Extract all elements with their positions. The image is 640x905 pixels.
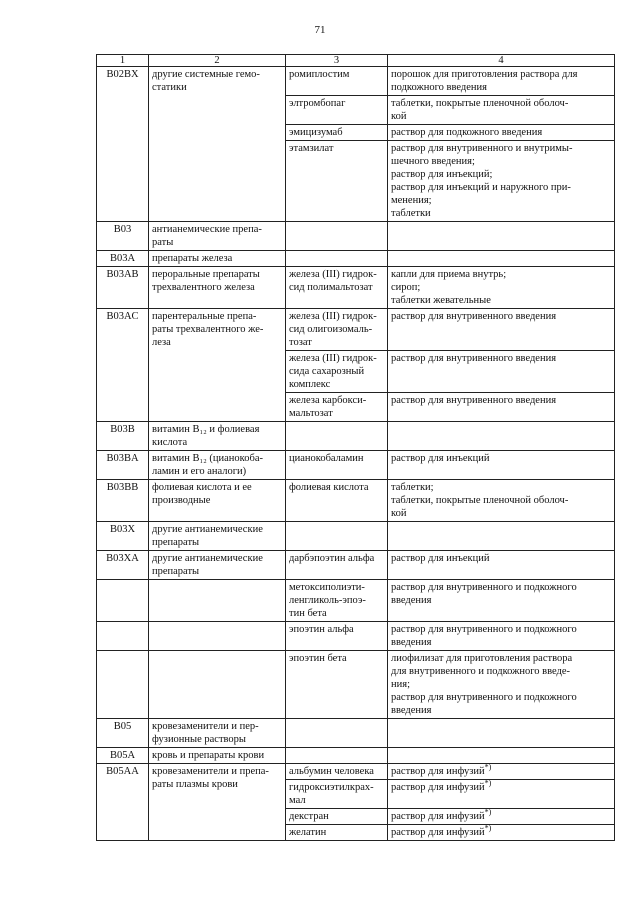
drug-name-cell-text: метоксиполиэти- ленгликоль-эпоэ- тин бета (289, 582, 366, 619)
dosage-form-cell-text: раствор для внутривенного введения (391, 311, 557, 322)
drug-classification-table (96, 54, 615, 841)
atc-group-cell (149, 480, 286, 522)
dosage-form-cell (388, 141, 615, 222)
dosage-form-cell-text: раствор для инфузий (391, 827, 485, 838)
drug-name-cell-text: фолиевая кислота (289, 482, 369, 493)
drug-name-cell (286, 96, 388, 125)
drug-name-cell (286, 393, 388, 422)
atc-group-cell-text: другие антианемические препараты (152, 524, 263, 548)
atc-code-cell-text: B03XA (106, 553, 139, 564)
drug-name-cell-text: гидроксиэтилкрах- мал (289, 782, 374, 806)
dosage-form-cell (388, 719, 615, 748)
dosage-form-cell-text: раствор для инъекций (391, 453, 490, 464)
dosage-form-cell (388, 393, 615, 422)
atc-group-cell (149, 719, 286, 748)
dosage-form-cell-text: раствор для внутривенного и подкожного введения (391, 624, 577, 648)
dosage-form-cell (388, 780, 615, 809)
dosage-form-cell (388, 522, 615, 551)
dosage-form-cell (388, 96, 615, 125)
atc-code-cell (97, 580, 149, 622)
drug-name-cell-text: железа (III) гидрок- сид полимальтозат (289, 269, 377, 293)
atc-code-cell (97, 309, 149, 422)
footnote-mark: *) (484, 807, 492, 817)
atc-group-cell-text: пероральные препараты трехвалентного железа (152, 269, 260, 293)
drug-name-cell-text: цианокобаламин (289, 453, 364, 464)
atc-group-cell-text: другие системные гемо- статики (152, 69, 260, 93)
column-header: 4 (388, 55, 615, 67)
atc-group-cell-text: парентеральные препа- раты трехвалентного же- леза (152, 311, 264, 348)
atc-code-cell-text: B03AB (106, 269, 139, 280)
column-header: 1 (97, 55, 149, 67)
dosage-form-cell-text: порошок для приготовления раствора для подкожного введения (391, 69, 578, 93)
atc-group-cell (149, 748, 286, 764)
atc-group-cell (149, 67, 286, 222)
atc-code-cell (97, 251, 149, 267)
atc-code-cell (97, 551, 149, 580)
atc-group-cell (149, 622, 286, 651)
table-row (97, 551, 615, 580)
table-row (97, 251, 615, 267)
table-row (97, 222, 615, 251)
drug-name-cell-text: эпоэтин альфа (289, 624, 354, 635)
drug-name-cell (286, 622, 388, 651)
atc-group-cell (149, 422, 286, 451)
atc-code-cell-text: B03BA (106, 453, 139, 464)
dosage-form-cell (388, 480, 615, 522)
table-row (97, 764, 615, 780)
atc-group-cell (149, 309, 286, 422)
atc-group-cell (149, 580, 286, 622)
table-row (97, 422, 615, 451)
dosage-form-cell-text: таблетки, покрытые пленочной оболоч- кой (391, 98, 569, 122)
drug-name-cell-text: ромиплостим (289, 69, 350, 80)
atc-code-cell (97, 651, 149, 719)
drug-name-cell (286, 764, 388, 780)
dosage-form-cell (388, 825, 615, 841)
drug-name-cell (286, 580, 388, 622)
drug-name-cell-text: железа карбокси- мальтозат (289, 395, 367, 419)
drug-name-cell (286, 309, 388, 351)
table-row (97, 480, 615, 522)
dosage-form-cell (388, 651, 615, 719)
dosage-form-cell-text: раствор для инфузий (391, 782, 485, 793)
drug-name-cell-text: этамзилат (289, 143, 334, 154)
drug-name-cell (286, 451, 388, 480)
dosage-form-cell (388, 125, 615, 141)
drug-name-cell (286, 422, 388, 451)
atc-code-cell (97, 719, 149, 748)
dosage-form-cell (388, 580, 615, 622)
atc-code-cell-text: B02BX (106, 69, 139, 80)
atc-group-cell (149, 251, 286, 267)
drug-name-cell-text: альбумин человека (289, 766, 374, 777)
atc-group-cell-text: антианемические препа- раты (152, 224, 262, 248)
atc-code-cell-text: B03BB (106, 482, 139, 493)
table-row (97, 522, 615, 551)
table-row (97, 451, 615, 480)
drug-name-cell-text: железа (III) гидрок- сида сахарозный комплекс (289, 353, 377, 390)
drug-name-cell (286, 141, 388, 222)
atc-group-cell (149, 551, 286, 580)
atc-code-cell (97, 267, 149, 309)
drug-name-cell (286, 267, 388, 309)
footnote-mark: *) (484, 762, 492, 772)
atc-code-cell-text: B05A (109, 750, 136, 761)
atc-code-cell (97, 764, 149, 841)
table-row (97, 622, 615, 651)
atc-group-cell-text: кровь и препараты крови (152, 750, 265, 761)
drug-name-cell (286, 125, 388, 141)
drug-name-cell (286, 522, 388, 551)
page-number: 71 (314, 24, 326, 36)
dosage-form-cell (388, 267, 615, 309)
table-row (97, 651, 615, 719)
atc-code-cell-text: B03X (109, 524, 136, 535)
drug-name-cell (286, 719, 388, 748)
drug-name-cell (286, 251, 388, 267)
atc-group-cell (149, 651, 286, 719)
dosage-form-cell-text: капли для приема внутрь; сироп; таблетки жевательные (391, 269, 507, 306)
dosage-form-cell-text: таблетки; таблетки, покрытые пленочной оболоч- кой (391, 482, 569, 519)
drug-name-cell-text: эмицизумаб (289, 127, 343, 138)
drug-name-cell-text: дарбэпоэтин альфа (289, 553, 375, 564)
dosage-form-cell (388, 622, 615, 651)
atc-code-cell-text: B05 (113, 721, 132, 732)
dosage-form-cell-text: раствор для внутривенного и подкожного введения (391, 582, 577, 606)
dosage-form-cell (388, 551, 615, 580)
table-row (97, 719, 615, 748)
atc-group-cell-text: препараты железа (152, 253, 233, 264)
dosage-form-cell (388, 764, 615, 780)
atc-group-cell-text: витамин B₁₂ и фолиевая кислота (152, 424, 260, 448)
dosage-form-cell (388, 67, 615, 96)
dosage-form-cell-text: лиофилизат для приготовления раствора для внутривенного и подкожного введе- ния; раствор для внутривенного и подкожного введения (391, 653, 577, 716)
atc-group-cell-text: кровезаменители и пер- фузионные растворы (152, 721, 259, 745)
table-row (97, 748, 615, 764)
drug-name-cell (286, 480, 388, 522)
atc-code-cell-text: B03A (109, 253, 136, 264)
dosage-form-cell (388, 251, 615, 267)
drug-name-cell (286, 351, 388, 393)
table-row (97, 309, 615, 351)
atc-code-cell-text: B05AA (106, 766, 139, 777)
dosage-form-cell (388, 809, 615, 825)
atc-code-cell-text: B03AC (106, 311, 139, 322)
atc-group-cell (149, 764, 286, 841)
atc-code-cell (97, 522, 149, 551)
table-header-row (97, 55, 615, 67)
dosage-form-cell (388, 422, 615, 451)
atc-group-cell (149, 522, 286, 551)
dosage-form-cell (388, 451, 615, 480)
atc-code-cell (97, 622, 149, 651)
atc-group-cell-text: витамин B₁₂ (цианокоба- ламин и его аналоги) (152, 453, 263, 477)
table-row (97, 267, 615, 309)
dosage-form-cell-text: раствор для внутривенного введения (391, 395, 557, 406)
dosage-form-cell-text: раствор для внутривенного введения (391, 353, 557, 364)
drug-name-cell (286, 551, 388, 580)
dosage-form-cell-text: раствор для внутривенного и внутримы- шечного введения; раствор для инъекций; раствор для инъекций и наружного при- менения; таблетки (391, 143, 573, 219)
atc-code-cell-text: B03B (110, 424, 135, 435)
drug-name-cell-text: элтромбопаг (289, 98, 346, 109)
atc-group-cell-text: другие антианемические препараты (152, 553, 263, 577)
dosage-form-cell-text: раствор для подкожного введения (391, 127, 543, 138)
dosage-form-cell (388, 309, 615, 351)
table-row (97, 580, 615, 622)
atc-code-cell (97, 67, 149, 222)
atc-code-cell (97, 222, 149, 251)
column-header: 3 (286, 55, 388, 67)
dosage-form-cell-text: раствор для инъекций (391, 553, 490, 564)
footnote-mark: *) (484, 778, 492, 788)
atc-code-cell (97, 451, 149, 480)
dosage-form-cell (388, 222, 615, 251)
dosage-form-cell (388, 351, 615, 393)
drug-name-cell-text: декстран (289, 811, 329, 822)
footnote-mark: *) (484, 823, 492, 833)
drug-name-cell (286, 748, 388, 764)
drug-name-cell (286, 651, 388, 719)
atc-group-cell-text: фолиевая кислота и ее производные (152, 482, 252, 506)
column-header: 2 (149, 55, 286, 67)
drug-name-cell-text: эпоэтин бета (289, 653, 347, 664)
drug-name-cell (286, 222, 388, 251)
table-row (97, 67, 615, 96)
atc-group-cell-text: кровезаменители и препа- раты плазмы крови (152, 766, 269, 790)
atc-code-cell (97, 480, 149, 522)
atc-group-cell (149, 267, 286, 309)
atc-code-cell (97, 422, 149, 451)
atc-code-cell (97, 748, 149, 764)
drug-name-cell-text: желатин (289, 827, 327, 838)
dosage-form-cell (388, 748, 615, 764)
atc-group-cell (149, 222, 286, 251)
atc-code-cell-text: B03 (113, 224, 132, 235)
drug-name-cell (286, 809, 388, 825)
drug-name-cell-text: железа (III) гидрок- сид олигоизомаль- тозат (289, 311, 377, 348)
drug-name-cell (286, 67, 388, 96)
drug-name-cell (286, 780, 388, 809)
dosage-form-cell-text: раствор для инфузий (391, 811, 485, 822)
drug-name-cell (286, 825, 388, 841)
atc-group-cell (149, 451, 286, 480)
dosage-form-cell-text: раствор для инфузий (391, 766, 485, 777)
